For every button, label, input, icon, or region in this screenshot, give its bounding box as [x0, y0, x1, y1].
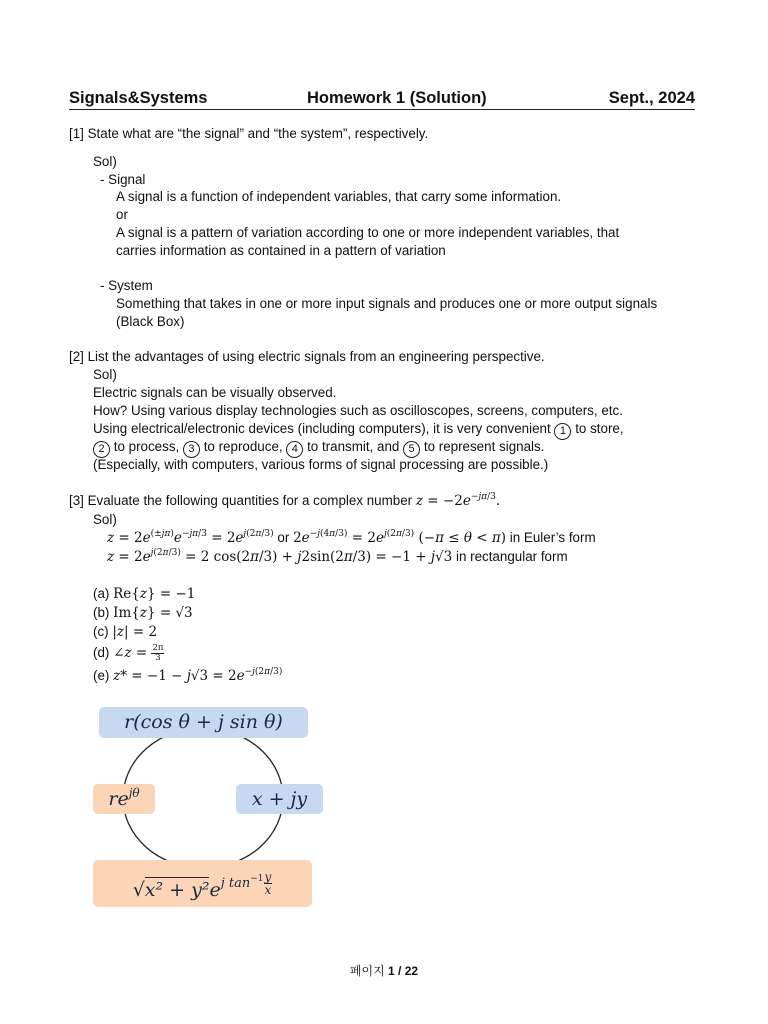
homework-title: Homework 1 (Solution) — [307, 89, 487, 107]
q3-or: or — [277, 530, 290, 545]
q1-question: [1] State what are “the signal” and “the system”, respectively. — [69, 126, 429, 141]
footer-page-label: 페이지 — [349, 964, 385, 978]
phase-exponent-inverse: −1 — [250, 874, 264, 884]
circled-number-1: 1 — [554, 423, 571, 440]
q3-sol: Sol) — [93, 512, 117, 527]
page-footer — [0, 962, 768, 979]
sqrt-symbol: √ — [132, 879, 145, 901]
circled-number-3: 3 — [183, 441, 200, 458]
phase-fraction-denominator: x — [264, 883, 272, 897]
q1-signal-def1: A signal is a function of independent variables, that carry some information. — [116, 189, 562, 204]
q3-a-label: (a) — [93, 586, 110, 601]
q3-euler-label: in Euler’s form — [509, 530, 596, 545]
q3-d-label: (d) — [93, 645, 110, 660]
q2-line2: How? Using various display technologies such as oscilloscopes, screens, computers, etc. — [93, 403, 623, 418]
q2-line1: Electric signals can be visually observed. — [93, 385, 337, 400]
course-name: Signals&Systems — [69, 89, 208, 107]
q1-sol: Sol) — [93, 154, 117, 169]
q1-system-def-line1: Something that takes in one or more input signals and produces one or more output signals — [116, 296, 658, 311]
q3-euler-equation: $z = 2e^{(\pm j\pi)}e^{-j\pi/3} = 2e^{j(2\pi/3)}$ — [107, 529, 274, 546]
q1-system-def-line2: (Black Box) — [116, 314, 185, 329]
circled-number-5: 5 — [403, 441, 420, 458]
q3-c-equation: |z| = 2 — [112, 624, 158, 640]
exponential-form-base: re — [108, 788, 129, 810]
q3-a-equation: Re{z} = −1 — [113, 586, 196, 602]
q1-signal-def2-line2: carries information as contained in a pattern of variation — [116, 243, 446, 258]
q1-system-heading: - System — [100, 278, 153, 293]
rectangular-form-box: x + jy — [236, 784, 323, 814]
q3-d-equation: ∠z = $\frac{2\pi}{3}$ — [113, 643, 164, 663]
circled-number-2: 2 — [93, 441, 110, 458]
exponential-form-exponent: jθ — [128, 786, 140, 800]
phase-fraction-numerator: y — [264, 870, 272, 884]
q3-euler-equation-2: $2e^{-j(4\pi/3)} = 2e^{j(2\pi/3)}$ (−π ≤ θ < π) — [293, 529, 507, 546]
q3-z-definition: $z = -2e^{-j\pi/3}$. — [415, 492, 501, 509]
q1-or: or — [116, 207, 128, 222]
q2-reproduce: to reproduce, — [203, 439, 283, 454]
q2-store: to store, — [575, 421, 624, 436]
circled-number-4: 4 — [286, 441, 303, 458]
q3-e-equation: $z* = -1 - j√3 = 2e^{-j(2\pi/3)}$ — [113, 667, 283, 684]
q3-rect-equation: $z = 2e^{j(2\pi/3)} = 2$ cos(2π/3) + j2sin(2π/3) = −1 + j√3 — [107, 548, 453, 565]
q2-line5: (Especially, with computers, various forms of signal processing are possible.) — [93, 457, 549, 472]
exponential-form-box — [93, 784, 155, 814]
q2-process: to process, — [113, 439, 180, 454]
q2-sol: Sol) — [93, 367, 117, 382]
magnitude-phase-form-box — [93, 860, 312, 907]
euler-e: e — [209, 879, 221, 901]
q2-represent: to represent signals. — [423, 439, 545, 454]
q3-rect-label: in rectangular form — [455, 549, 568, 564]
phase-exponent-func: j tan — [220, 876, 251, 891]
q3-c-label: (c) — [93, 624, 109, 639]
q3-b-equation: Im{z} = √3 — [113, 605, 193, 621]
footer-total-pages: 22 — [404, 964, 419, 978]
q3-e-label: (e) — [93, 668, 110, 683]
q3-b-label: (b) — [93, 605, 110, 620]
sqrt-radicand: x² + y² — [144, 879, 210, 901]
header-date: Sept., 2024 — [608, 89, 695, 107]
q3-question-text: [3] Evaluate the following quantities for a complex number — [69, 493, 413, 508]
q2-transmit: to transmit, and — [307, 439, 400, 454]
footer-separator: / — [398, 964, 402, 978]
phase-exponent — [220, 870, 273, 897]
q1-signal-heading: - Signal — [100, 172, 146, 187]
q2-question: [2] List the advantages of using electric signals from an engineering perspective. — [69, 349, 545, 364]
polar-trig-form-box: r(cos θ + j sin θ) — [99, 707, 308, 738]
footer-page-number: 1 — [388, 964, 395, 978]
q1-signal-def2-line1: A signal is a pattern of variation according to one or more independent variables, that — [116, 225, 620, 240]
q2-line3-text: Using electrical/electronic devices (including computers), it is very convenient — [93, 421, 551, 436]
